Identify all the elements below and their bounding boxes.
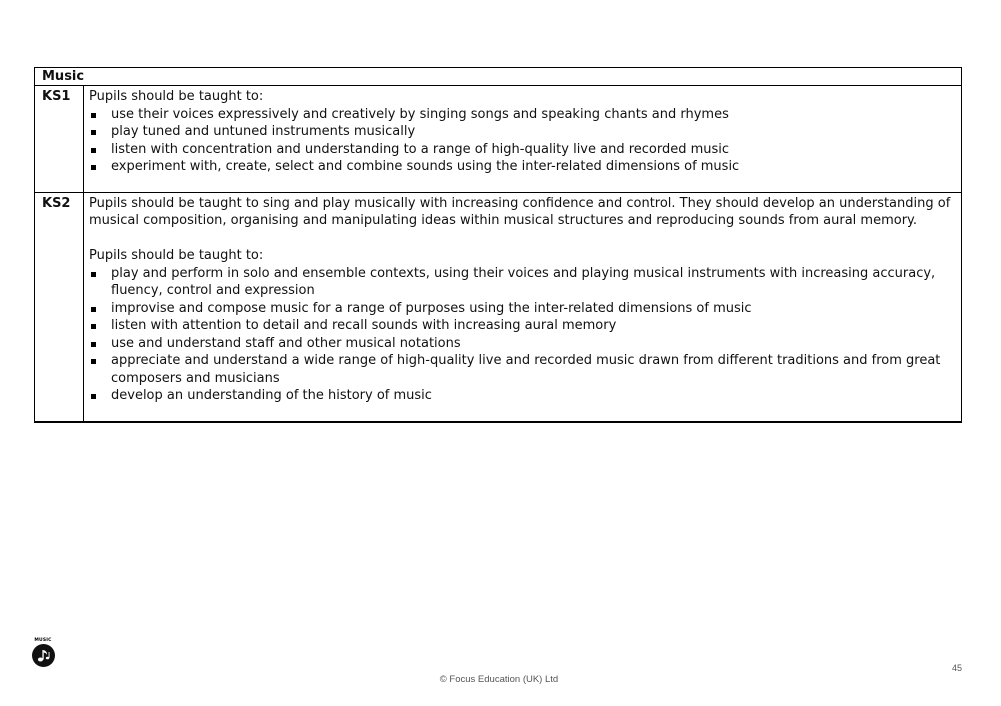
ks2-content [84,192,962,422]
subject-header-row [35,68,962,86]
ks1-bullet-list [89,106,951,176]
square-bullet-icon [91,394,96,399]
ks1-intro: Pupils should be taught to: [89,89,264,104]
bullet-text: use their voices expressively and creatively by singing songs and speaking chants and rhymes [111,106,729,122]
curriculum-table [34,67,962,423]
square-bullet-icon [91,148,96,153]
list-item [89,141,951,159]
list-item [89,335,951,353]
list-item [89,106,951,124]
subject-title: Music [35,68,962,86]
footer-copyright: © Focus Education (UK) Ltd [439,674,559,685]
list-item [89,158,951,176]
ks2-bullet-list [89,265,951,405]
ks1-row [35,86,962,193]
square-bullet-icon [91,324,96,329]
bullet-text: appreciate and understand a wide range of high-quality live and recorded music drawn from different traditions and from great composers and musicians [111,353,941,386]
ks2-overview: Pupils should be taught to sing and play musically with increasing confidence and control. They should develop an understanding of musical composition, organising and manipulating ideas within musical structures and reproducing sounds from aural memory. [89,195,951,228]
bullet-text: improvise and compose music for a range of purposes using the inter-related dimensions of music [111,300,752,316]
music-note-icon [32,644,55,667]
bullet-text: develop an understanding of the history of music [111,388,432,403]
bullet-text: experiment with, create, select and combine sounds using the inter-related dimensions of music [111,159,740,174]
list-item [89,300,951,318]
music-badge-label: MUSIC [34,638,52,643]
bullet-text: listen with concentration and understanding to a range of high-quality live and recorded music [111,141,730,157]
ks2-label: KS2 [35,192,84,422]
list-item [89,123,951,141]
square-bullet-icon [91,165,96,170]
list-item [89,265,951,300]
bullet-text: listen with attention to detail and recall sounds with increasing aural memory [111,318,617,333]
music-badge [29,638,57,670]
bullet-text: play tuned and untuned instruments musically [111,124,416,139]
list-item [89,352,951,387]
paragraph-spacer [89,230,951,248]
bullet-text: play and perform in solo and ensemble contexts, using their voices and playing musical instruments with increasing accuracy, fluency, control and expression [111,265,936,298]
square-bullet-icon [91,342,96,347]
square-bullet-icon [91,113,96,118]
square-bullet-icon [91,359,96,364]
list-item [89,317,951,335]
ks1-label: KS1 [35,86,84,193]
square-bullet-icon [91,272,96,277]
square-bullet-icon [91,130,96,135]
list-item [89,387,951,405]
ks2-row [35,192,962,422]
page-number: 45 [952,663,963,673]
ks1-content [84,86,962,193]
square-bullet-icon [91,307,96,312]
bullet-text: use and understand staff and other musical notations [111,335,461,351]
ks2-intro: Pupils should be taught to: [89,248,264,263]
